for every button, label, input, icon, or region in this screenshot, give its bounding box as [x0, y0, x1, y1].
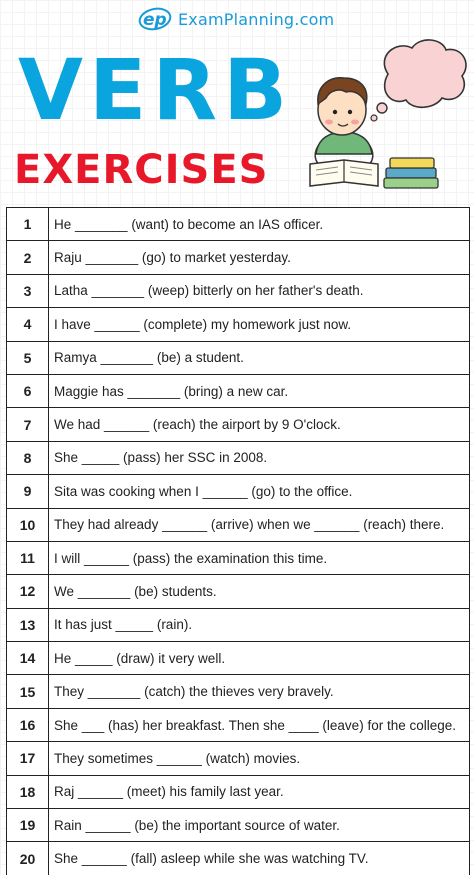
boy-figure: [315, 78, 373, 168]
exercise-sentence: He _____ (draw) it very well.: [49, 642, 470, 675]
exercise-number: 17: [7, 742, 49, 775]
brand-name[interactable]: ExamPlanning.com: [178, 9, 335, 29]
exercise-sentence: Sita was cooking when I ______ (go) to the office.: [49, 475, 470, 508]
boy-reading-book-icon: [296, 34, 472, 194]
table-row: [7, 775, 470, 808]
exercise-sentence: She ___ (has) her breakfast. Then she ____ (leave) for the college.: [49, 708, 470, 741]
table-row: [7, 441, 470, 474]
exercise-sentence: Ramya _______ (be) a student.: [49, 341, 470, 374]
exercise-number: 6: [7, 374, 49, 407]
table-row: [7, 475, 470, 508]
table-row: [7, 742, 470, 775]
page-title: VERB: [18, 41, 294, 139]
exercise-number: 18: [7, 775, 49, 808]
table-row: [7, 508, 470, 541]
exercise-number: 14: [7, 642, 49, 675]
table-row: [7, 541, 470, 574]
brand[interactable]: [138, 6, 334, 32]
exercise-number: 1: [7, 208, 49, 241]
exercise-sentence: Rain ______ (be) the important source of water.: [49, 809, 470, 842]
exercise-number: 7: [7, 408, 49, 441]
exercise-sentence: Maggie has _______ (bring) a new car.: [49, 374, 470, 407]
table-row: [7, 208, 470, 241]
exercise-sentence: Raj ______ (meet) his family last year.: [49, 775, 470, 808]
exercise-sentence: They sometimes ______ (watch) movies.: [49, 742, 470, 775]
table-row: [7, 241, 470, 274]
exercise-number: 12: [7, 575, 49, 608]
exercise-sentence: Raju _______ (go) to market yesterday.: [49, 241, 470, 274]
table-row: [7, 608, 470, 641]
table-row: [7, 575, 470, 608]
open-book-icon: [310, 160, 378, 186]
exercise-sentence: It has just _____ (rain).: [49, 608, 470, 641]
exercise-sentence: He _______ (want) to become an IAS officer.: [49, 208, 470, 241]
table-row: [7, 809, 470, 842]
exercise-number: 13: [7, 608, 49, 641]
table-row: [7, 274, 470, 307]
exercise-number: 9: [7, 475, 49, 508]
exercise-sentence: Latha _______ (weep) bitterly on her father's death.: [49, 274, 470, 307]
exercise-number: 19: [7, 809, 49, 842]
exercise-number: 8: [7, 441, 49, 474]
book-stack-icon: [384, 158, 438, 188]
table-row: [7, 408, 470, 441]
thought-bubble-icon: [371, 40, 466, 121]
exercise-sentence: We had ______ (reach) the airport by 9 O'clock.: [49, 408, 470, 441]
exercise-number: 11: [7, 541, 49, 574]
page-subtitle: EXERCISES: [14, 147, 269, 193]
exercise-number: 3: [7, 274, 49, 307]
exercise-sentence: We _______ (be) students.: [49, 575, 470, 608]
exercise-sentence: They _______ (catch) the thieves very bravely.: [49, 675, 470, 708]
ep-logo-icon: [138, 6, 172, 32]
exercise-sentence: She ______ (fall) asleep while she was watching TV.: [49, 842, 470, 875]
exercise-number: 4: [7, 308, 49, 341]
exercise-number: 15: [7, 675, 49, 708]
table-row: [7, 341, 470, 374]
exercise-sentence: They had already ______ (arrive) when we ______ (reach) there.: [49, 508, 470, 541]
exercise-number: 5: [7, 341, 49, 374]
exercise-sentence: She _____ (pass) her SSC in 2008.: [49, 441, 470, 474]
table-row: [7, 675, 470, 708]
exercise-number: 10: [7, 508, 49, 541]
exercise-number: 16: [7, 708, 49, 741]
exercise-sentence: I have ______ (complete) my homework just now.: [49, 308, 470, 341]
table-row: [7, 842, 470, 875]
exercise-number: 20: [7, 842, 49, 875]
exercise-sentence: I will ______ (pass) the examination this time.: [49, 541, 470, 574]
table-row: [7, 374, 470, 407]
table-row: [7, 708, 470, 741]
table-row: [7, 642, 470, 675]
exercise-table: [6, 207, 470, 875]
table-row: [7, 308, 470, 341]
exercise-number: 2: [7, 241, 49, 274]
logo-text: ep: [143, 10, 167, 30]
